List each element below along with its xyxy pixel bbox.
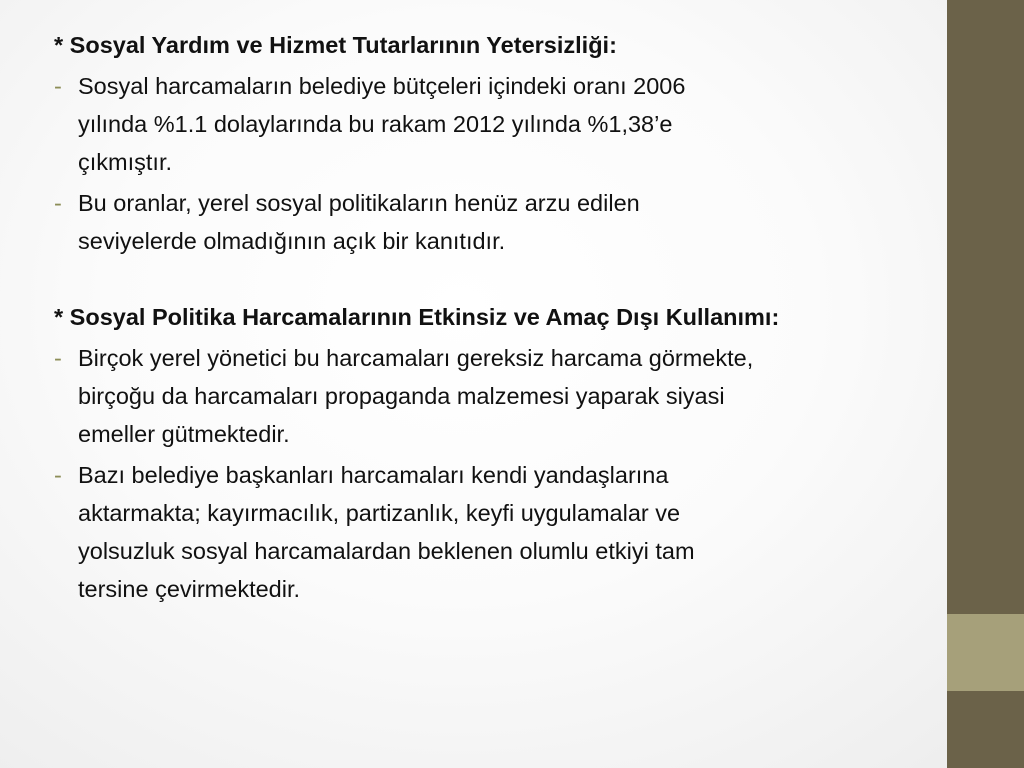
section-heading-policy-spending: * Sosyal Politika Harcamalarının Etkinsiz ve Amaç Dışı Kullanımı:	[54, 304, 780, 330]
bullet-line: seviyelerde olmadığının açık bir kanıtıdır.	[78, 228, 506, 254]
bullet-line: aktarmakta; kayırmacılık, partizanlık, keyfi uygulamalar ve	[78, 500, 681, 526]
bullet-item	[54, 67, 934, 181]
decorative-sidebar-accent	[947, 614, 1024, 691]
bullet-dash: -	[54, 73, 62, 99]
bullet-line: tersine çevirmektedir.	[78, 576, 301, 602]
bullet-line: yılında %1.1 dolaylarında bu rakam 2012 yılında %1,38’e	[78, 111, 673, 137]
bullet-line: birçoğu da harcamaları propaganda malzemesi yaparak siyasi	[78, 383, 725, 409]
bullet-item	[54, 184, 934, 260]
bullet-line: Sosyal harcamaların belediye bütçeleri içindeki oranı 2006	[78, 73, 686, 99]
bullet-line: yolsuzluk sosyal harcamalardan beklenen olumlu etkiyi tam	[78, 538, 695, 564]
bullet-line: Bazı belediye başkanları harcamaları kendi yandaşlarına	[78, 462, 669, 488]
bullet-line: emeller gütmektedir.	[78, 421, 290, 447]
bullet-item	[54, 456, 934, 608]
bullet-line: çıkmıştır.	[78, 149, 172, 175]
bullet-dash: -	[54, 345, 62, 371]
bullet-line: Birçok yerel yönetici bu harcamaları gereksiz harcama görmekte,	[78, 345, 754, 371]
bullet-line: Bu oranlar, yerel sosyal politikaların henüz arzu edilen	[78, 190, 640, 216]
bullet-item	[54, 339, 934, 453]
bullet-dash: -	[54, 462, 62, 488]
section-heading-social-aid: * Sosyal Yardım ve Hizmet Tutarlarının Yetersizliği:	[54, 32, 617, 58]
bullet-dash: -	[54, 190, 62, 216]
slide-body	[54, 26, 934, 608]
